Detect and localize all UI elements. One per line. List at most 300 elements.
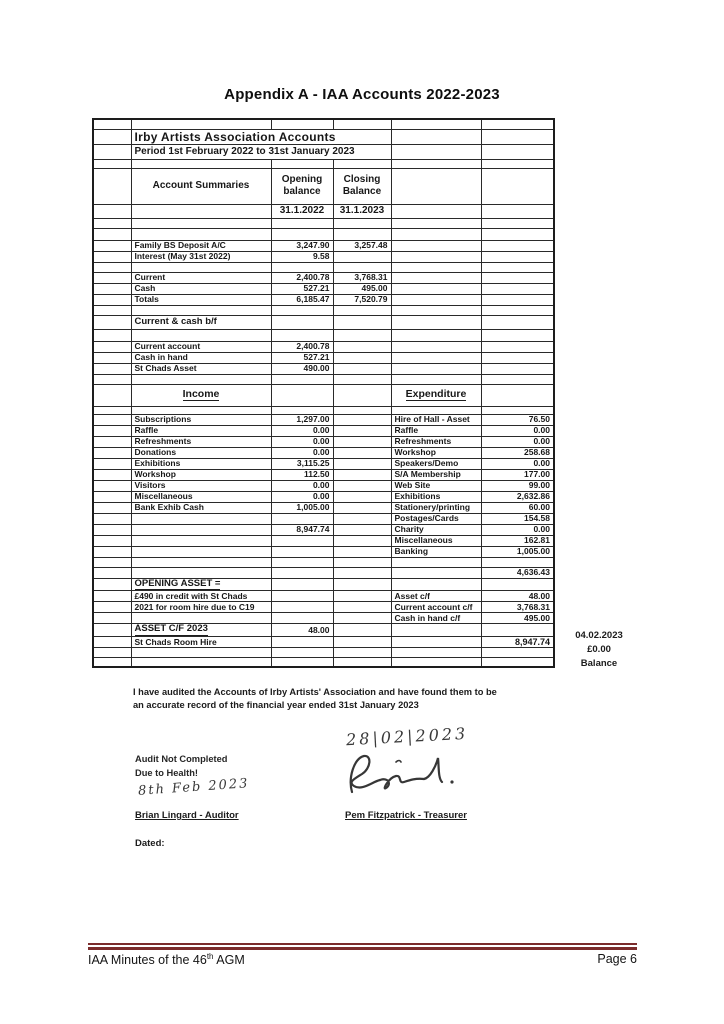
table-row [93,648,554,658]
table-cell: Period 1st February 2022 to 31st January 2023 [131,144,391,159]
table-cell [93,613,131,624]
table-cell [333,251,391,262]
table-cell [333,406,391,414]
table-cell [333,341,391,352]
table-cell: Refreshments [391,436,481,447]
table-cell [391,251,481,262]
table-cell [333,414,391,425]
table-cell [391,341,481,352]
table-row [93,578,554,591]
table-cell [271,305,333,315]
table-row [93,305,554,315]
table-cell [131,228,271,240]
auditor-name: Brian Lingard - Auditor [135,810,239,821]
table-cell [481,240,554,251]
table-cell: S/A Membership [391,469,481,480]
table-cell: 162.81 [481,535,554,546]
table-cell [391,315,481,329]
table-row [93,283,554,294]
table-cell: Hire of Hall - Asset [391,414,481,425]
table-row [93,524,554,535]
table-cell [391,374,481,384]
table-cell [131,613,271,624]
table-cell [391,557,481,567]
table-cell [333,637,391,648]
table-cell [333,602,391,613]
table-cell [271,557,333,567]
table-cell [93,144,131,159]
table-cell [391,283,481,294]
table-cell [481,294,554,305]
table-cell [391,578,481,591]
table-cell: 3,768.31 [333,272,391,283]
table-cell [391,159,481,168]
table-cell: Speakers/Demo [391,458,481,469]
table-cell [333,315,391,329]
table-cell [481,648,554,658]
table-cell [93,363,131,374]
table-cell [333,458,391,469]
table-cell [131,658,271,667]
table-cell [93,567,131,578]
table-cell: Miscellaneous [131,491,271,502]
table-cell: 76.50 [481,414,554,425]
table-cell [481,251,554,262]
dated-label: Dated: [135,838,165,849]
table-cell [333,648,391,658]
table-cell [481,658,554,667]
table-cell: 3,257.48 [333,240,391,251]
table-cell [333,425,391,436]
treasurer-name: Pem Fitzpatrick - Treasurer [345,810,467,821]
table-row [93,406,554,414]
table-cell [391,363,481,374]
table-cell [271,329,333,341]
table-cell: 0.00 [271,480,333,491]
table-cell [93,447,131,458]
footer [88,952,637,967]
table-row [93,363,554,374]
table-cell [333,363,391,374]
table-cell: Postages/Cards [391,513,481,524]
table-cell [391,624,481,637]
accounts-table [92,118,555,668]
table-row [93,637,554,648]
handwritten-date-treasurer: 28|02|2023 [345,723,469,750]
table-cell [93,637,131,648]
table-cell [333,591,391,602]
table-cell: Web Site [391,480,481,491]
footer-rule [88,943,637,950]
table-cell [131,305,271,315]
table-cell: Closing Balance [333,168,391,204]
table-cell [93,458,131,469]
table-cell [333,469,391,480]
table-cell: 0.00 [271,447,333,458]
table-cell: 177.00 [481,469,554,480]
table-cell [333,218,391,228]
table-cell [93,546,131,557]
table-cell [131,218,271,228]
table-row [93,168,554,204]
table-cell [481,228,554,240]
table-cell [271,218,333,228]
table-cell: 2021 for room hire due to C19 [131,602,271,613]
table-cell [93,341,131,352]
table-cell: 31.1.2022 [271,204,333,218]
table-cell [333,305,391,315]
table-cell [333,513,391,524]
table-cell: 7,520.79 [333,294,391,305]
table-cell: OPENING ASSET = [131,578,271,591]
table-row [93,502,554,513]
table-cell [333,557,391,567]
table-cell [333,119,391,129]
table-cell [93,251,131,262]
table-cell [481,283,554,294]
table-cell [131,119,271,129]
table-row [93,658,554,667]
table-cell [333,578,391,591]
table-cell [93,283,131,294]
table-cell [333,228,391,240]
table-row [93,567,554,578]
table-row [93,228,554,240]
table-cell [93,228,131,240]
table-cell: Account Summaries [131,168,271,204]
table-row [93,294,554,305]
table-cell [481,144,554,159]
table-cell [481,218,554,228]
table-cell [93,119,131,129]
table-cell: 258.68 [481,447,554,458]
table-cell [93,648,131,658]
audit-not-completed-note: Audit Not Completed Due to Health! [135,754,228,778]
table-cell [333,159,391,168]
table-cell [481,204,554,218]
table-cell [391,658,481,667]
table-cell [131,546,271,557]
table-cell [93,272,131,283]
table-cell [333,502,391,513]
footer-left-text: IAA Minutes of the 46th AGM [88,952,245,968]
table-cell [131,557,271,567]
table-cell: St Chads Asset [131,363,271,374]
table-cell [391,262,481,272]
table-row [93,262,554,272]
table-cell: £490 in credit with St Chads [131,591,271,602]
table-cell: 2,400.78 [271,272,333,283]
table-cell [131,567,271,578]
table-row [93,535,554,546]
table-cell: 0.00 [481,425,554,436]
table-cell [391,329,481,341]
table-cell [333,546,391,557]
table-row [93,624,554,637]
table-row [93,436,554,447]
table-cell: Cash [131,283,271,294]
table-row [93,591,554,602]
table-cell [131,262,271,272]
table-cell: Donations [131,447,271,458]
table-row [93,447,554,458]
table-cell [131,374,271,384]
table-cell: 2,632.86 [481,491,554,502]
table-cell: Miscellaneous [391,535,481,546]
table-cell: 60.00 [481,502,554,513]
table-cell [333,374,391,384]
table-cell: 2,400.78 [271,341,333,352]
table-cell: 0.00 [271,425,333,436]
table-cell [93,535,131,546]
table-cell: 112.50 [271,469,333,480]
table-cell: 1,297.00 [271,414,333,425]
table-cell: 8,947.74 [481,637,554,648]
table-cell: 527.21 [271,352,333,363]
table-cell: Stationery/printing [391,502,481,513]
table-cell [93,414,131,425]
table-cell: Workshop [131,469,271,480]
table-row [93,374,554,384]
table-cell [391,204,481,218]
table-cell [481,262,554,272]
table-cell [271,546,333,557]
table-cell [93,159,131,168]
table-cell [93,436,131,447]
table-cell [93,491,131,502]
table-cell [333,352,391,363]
table-cell: Cash in hand [131,352,271,363]
table-cell [93,658,131,667]
table-row [93,315,554,329]
table-cell: 490.00 [271,363,333,374]
table-cell [333,524,391,535]
table-cell [93,578,131,591]
table-cell: 99.00 [481,480,554,491]
table-cell: Raffle [131,425,271,436]
table-row [93,129,554,144]
table-cell [333,658,391,667]
table-row [93,240,554,251]
table-cell [131,648,271,658]
table-cell [131,406,271,414]
table-cell [333,447,391,458]
table-cell [271,578,333,591]
table-cell [131,204,271,218]
table-cell [271,658,333,667]
table-cell [271,535,333,546]
table-row [93,144,554,159]
table-cell: 0.00 [271,436,333,447]
table-row [93,602,554,613]
table-cell: 6,185.47 [271,294,333,305]
table-cell: Cash in hand c/f [391,613,481,624]
table-cell [391,218,481,228]
table-cell [93,168,131,204]
table-cell: 1,005.00 [481,546,554,557]
table-row [93,480,554,491]
table-cell: Expenditure [391,384,481,406]
table-cell: 0.00 [481,458,554,469]
table-cell [271,513,333,524]
table-cell: 154.58 [481,513,554,524]
table-cell [391,119,481,129]
table-cell [93,240,131,251]
table-cell [93,204,131,218]
table-cell [93,129,131,144]
table-row [93,513,554,524]
table-cell [271,119,333,129]
table-cell: 0.00 [481,524,554,535]
table-cell [271,384,333,406]
table-cell [333,480,391,491]
table-row [93,159,554,168]
table-cell [481,363,554,374]
table-cell [333,436,391,447]
table-cell: 3,115.25 [271,458,333,469]
table-row [93,352,554,363]
side-note-label: Balance [580,657,618,669]
table-row [93,218,554,228]
table-cell [391,352,481,363]
table-cell: Raffle [391,425,481,436]
table-cell: 48.00 [271,624,333,637]
table-cell: Exhibitions [391,491,481,502]
table-cell [481,624,554,637]
audit-statement: I have audited the Accounts of Irby Artists' Association and have found them to be an accurate record of the financial year ended 31st January 2023 [133,687,497,711]
treasurer-signature [338,748,468,806]
handwritten-date-auditor: 8th Feb 2023 [137,776,250,799]
table-row [93,251,554,262]
table-cell [271,648,333,658]
table-cell: Visitors [131,480,271,491]
table-cell: Current account c/f [391,602,481,613]
table-cell [333,535,391,546]
table-cell [271,228,333,240]
table-cell [391,168,481,204]
table-cell: 0.00 [271,491,333,502]
table-cell: 527.21 [271,283,333,294]
table-cell [93,469,131,480]
table-row [93,613,554,624]
table-cell [391,406,481,414]
table-cell [481,119,554,129]
table-cell [93,425,131,436]
table-cell [93,406,131,414]
table-cell [333,567,391,578]
table-cell: ASSET C/F 2023 [131,624,271,637]
table-cell [271,602,333,613]
table-cell: Charity [391,524,481,535]
table-cell [391,129,481,144]
table-cell: Opening balance [271,168,333,204]
table-cell: 495.00 [481,613,554,624]
table-cell [481,578,554,591]
table-cell: Current & cash b/f [131,315,271,329]
table-cell: 31.1.2023 [333,204,391,218]
table-row [93,384,554,406]
table-cell [481,374,554,384]
table-cell: Current account [131,341,271,352]
table-cell: 0.00 [481,436,554,447]
table-row [93,491,554,502]
table-cell [131,524,271,535]
table-cell [271,374,333,384]
table-row [93,546,554,557]
table-cell [93,557,131,567]
table-cell [93,374,131,384]
table-cell [333,613,391,624]
table-cell [93,329,131,341]
table-cell [481,129,554,144]
table-cell: 3,768.31 [481,602,554,613]
table-cell [333,624,391,637]
table-cell [93,591,131,602]
table-cell [131,329,271,341]
table-cell [93,624,131,637]
table-cell [333,329,391,341]
table-row [93,425,554,436]
table-row [93,414,554,425]
table-cell [481,341,554,352]
table-cell [333,384,391,406]
table-row [93,341,554,352]
table-cell: Income [131,384,271,406]
table-cell: 3,247.90 [271,240,333,251]
side-note-amount: £0.00 [587,643,611,655]
table-cell [93,502,131,513]
table-cell [391,272,481,283]
table-cell [481,168,554,204]
table-cell: 1,005.00 [271,502,333,513]
table-cell: Current [131,272,271,283]
table-cell [391,305,481,315]
table-cell [271,159,333,168]
table-cell [481,384,554,406]
table-cell [93,218,131,228]
table-cell [481,272,554,283]
table-cell [391,240,481,251]
table-row [93,458,554,469]
table-cell: Refreshments [131,436,271,447]
table-cell [391,144,481,159]
table-cell [271,406,333,414]
table-cell [93,602,131,613]
table-cell: Exhibitions [131,458,271,469]
table-cell: 9.58 [271,251,333,262]
table-cell [131,513,271,524]
table-cell [93,352,131,363]
table-cell [391,228,481,240]
table-cell [93,262,131,272]
table-cell: Interest (May 31st 2022) [131,251,271,262]
table-cell [93,294,131,305]
table-cell: Totals [131,294,271,305]
table-cell: Subscriptions [131,414,271,425]
table-row [93,557,554,567]
table-cell [93,480,131,491]
table-cell [481,159,554,168]
table-row [93,272,554,283]
page-title: Appendix A - IAA Accounts 2022-2023 [224,86,500,103]
table-cell [93,315,131,329]
table-cell: Banking [391,546,481,557]
table-cell [481,557,554,567]
table-cell [271,613,333,624]
table-cell [481,352,554,363]
table-cell: 8,947.74 [271,524,333,535]
table-cell [333,262,391,272]
